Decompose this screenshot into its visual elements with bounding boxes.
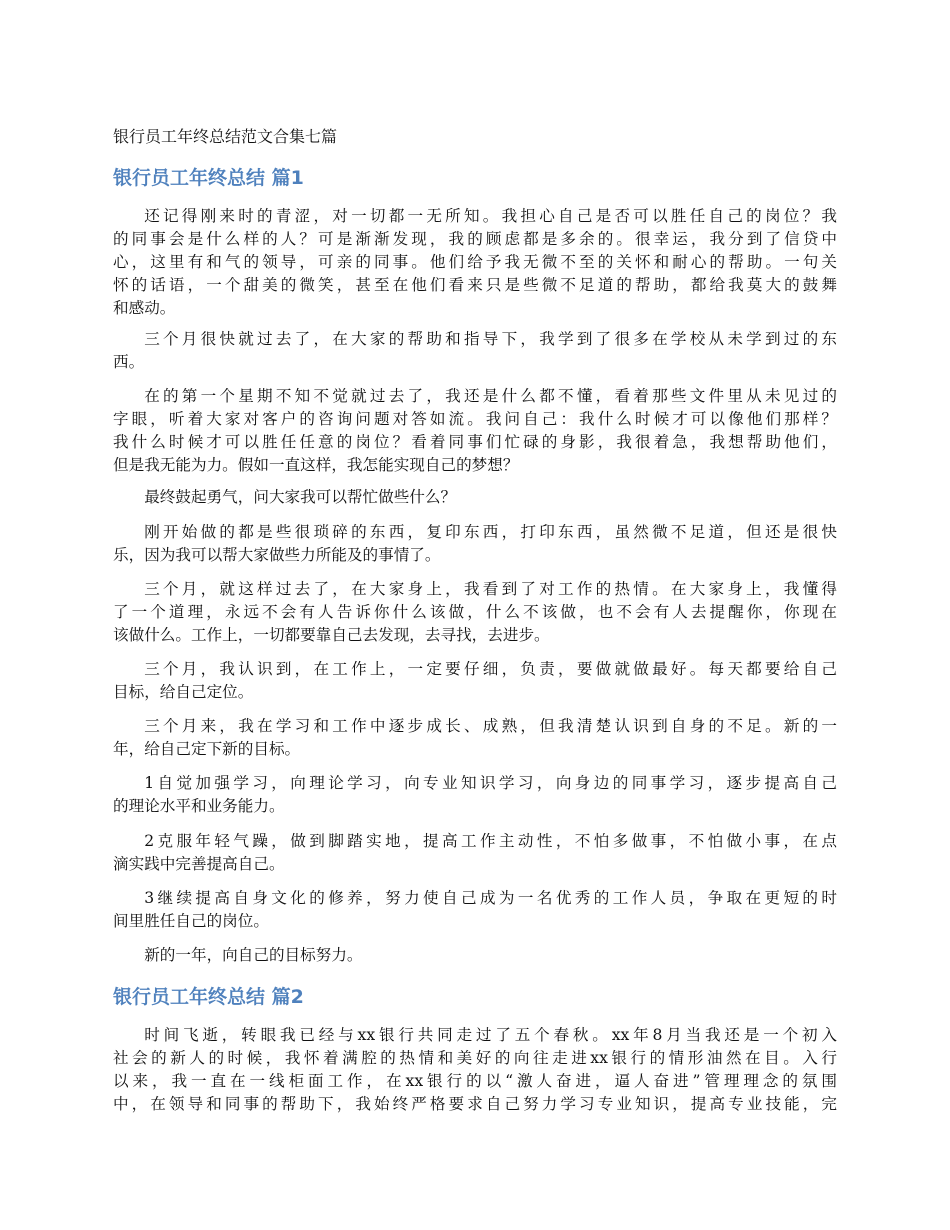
paragraph-line: 年，给自己定下新的目标。 <box>113 740 301 758</box>
paragraph-line: 最终鼓起勇气，问大家我可以帮忙做些什么？ <box>144 488 457 506</box>
paragraph-line: 和感动。 <box>113 299 176 317</box>
paragraph-line: 怀的话语，一个甜美的微笑，甚至在他们看来只是些微不足道的帮助，都给我莫大的鼓舞 <box>113 276 837 294</box>
paragraph <box>113 1024 837 1116</box>
paragraph-line: 中，在领导和同事的帮助下，我始终严格要求自己努力学习专业知识，提高专业技能，完 <box>113 1095 837 1113</box>
paragraph <box>113 578 837 647</box>
document-title: 银行员工年终总结范文合集七篇 <box>113 127 338 146</box>
paragraph <box>113 772 837 818</box>
paragraph-line: 在的第一个星期不知不觉就过去了，我还是什么都不懂，看着那些文件里从未见过的 <box>144 387 837 405</box>
paragraph-line: 还记得刚来时的青涩，对一切都一无所知。我担心自己是否可以胜任自己的岗位？我 <box>144 207 837 225</box>
paragraph <box>113 887 837 933</box>
paragraph-line: 但是我无能为力。假如一直这样，我怎能实现自己的梦想？ <box>113 456 519 474</box>
paragraph-line: 目标，给自己定位。 <box>113 683 254 701</box>
paragraph-line: 2克服年轻气躁，做到脚踏实地，提高工作主动性，不怕多做事，不怕做小事，在点 <box>144 832 837 850</box>
paragraph-line: 乐，因为我可以帮大家做些力所能及的事情了。 <box>113 546 441 564</box>
paragraph <box>113 205 837 320</box>
paragraph-line: 的理论水平和业务能力。 <box>113 797 285 815</box>
paragraph <box>113 944 837 967</box>
paragraph-line: 时间飞逝，转眼我已经与xx银行共同走过了五个春秋。xx年8月当我还是一个初入 <box>144 1026 837 1044</box>
paragraph-line: 的同事会是什么样的人？可是渐渐发现，我的顾虑都是多余的。很幸运，我分到了信贷中 <box>113 230 837 248</box>
paragraph-line: 1自觉加强学习，向理论学习，向专业知识学习，向身边的同事学习，逐步提高自己 <box>144 774 837 792</box>
section-heading-2: 银行员工年终总结 篇2 <box>113 986 304 1008</box>
paragraph <box>113 658 837 704</box>
paragraph <box>113 328 837 374</box>
paragraph-line: 以来，我一直在一线柜面工作，在xx银行的以“激人奋进，逼人奋进”管理理念的氛围 <box>113 1072 837 1090</box>
paragraph-line: 三个月很快就过去了，在大家的帮助和指导下，我学到了很多在学校从未学到过的东 <box>144 330 837 348</box>
paragraph-line: 了一个道理，永远不会有人告诉你什么该做，什么不该做，也不会有人去提醒你，你现在 <box>113 603 837 621</box>
paragraph-line: 间里胜任自己的岗位。 <box>113 912 269 930</box>
paragraph-line: 三个月，我认识到，在工作上，一定要仔细，负责，要做就做最好。每天都要给自己 <box>144 660 837 678</box>
paragraph-line: 我什么时候才可以胜任任意的岗位？看着同事们忙碌的身影，我很着急，我想帮助他们， <box>113 433 837 451</box>
paragraph-line: 三个月来，我在学习和工作中逐步成长、成熟，但我清楚认识到自身的不足。新的一 <box>144 717 837 735</box>
paragraph <box>113 385 837 477</box>
paragraph-line: 该做什么。工作上，一切都要靠自己去发现，去寻找，去进步。 <box>113 626 550 644</box>
paragraph-line: 社会的新人的时候，我怀着满腔的热情和美好的向往走进xx银行的情形油然在目。入行 <box>113 1049 837 1067</box>
paragraph-line: 新的一年，向自己的目标努力。 <box>144 946 363 964</box>
paragraph <box>113 830 837 876</box>
paragraph <box>113 715 837 761</box>
paragraph-line: 滴实践中完善提高自己。 <box>113 855 285 873</box>
paragraph-line: 字眼，听着大家对客户的咨询问题对答如流。我问自己：我什么时候才可以像他们那样？ <box>113 410 837 428</box>
paragraph-line: 刚开始做的都是些很琐碎的东西，复印东西，打印东西，虽然微不足道，但还是很快 <box>144 523 837 541</box>
paragraph <box>113 486 837 509</box>
paragraph-line: 心，这里有和气的领导，可亲的同事。他们给予我无微不至的关怀和耐心的帮助。一句关 <box>113 253 837 271</box>
section-heading-1: 银行员工年终总结 篇1 <box>113 167 304 189</box>
paragraph-line: 3继续提高自身文化的修养，努力使自己成为一名优秀的工作人员，争取在更短的时 <box>144 889 837 907</box>
paragraph-line: 西。 <box>113 353 145 371</box>
paragraph-line: 三个月，就这样过去了，在大家身上，我看到了对工作的热情。在大家身上，我懂得 <box>144 580 837 598</box>
paragraph <box>113 521 837 567</box>
